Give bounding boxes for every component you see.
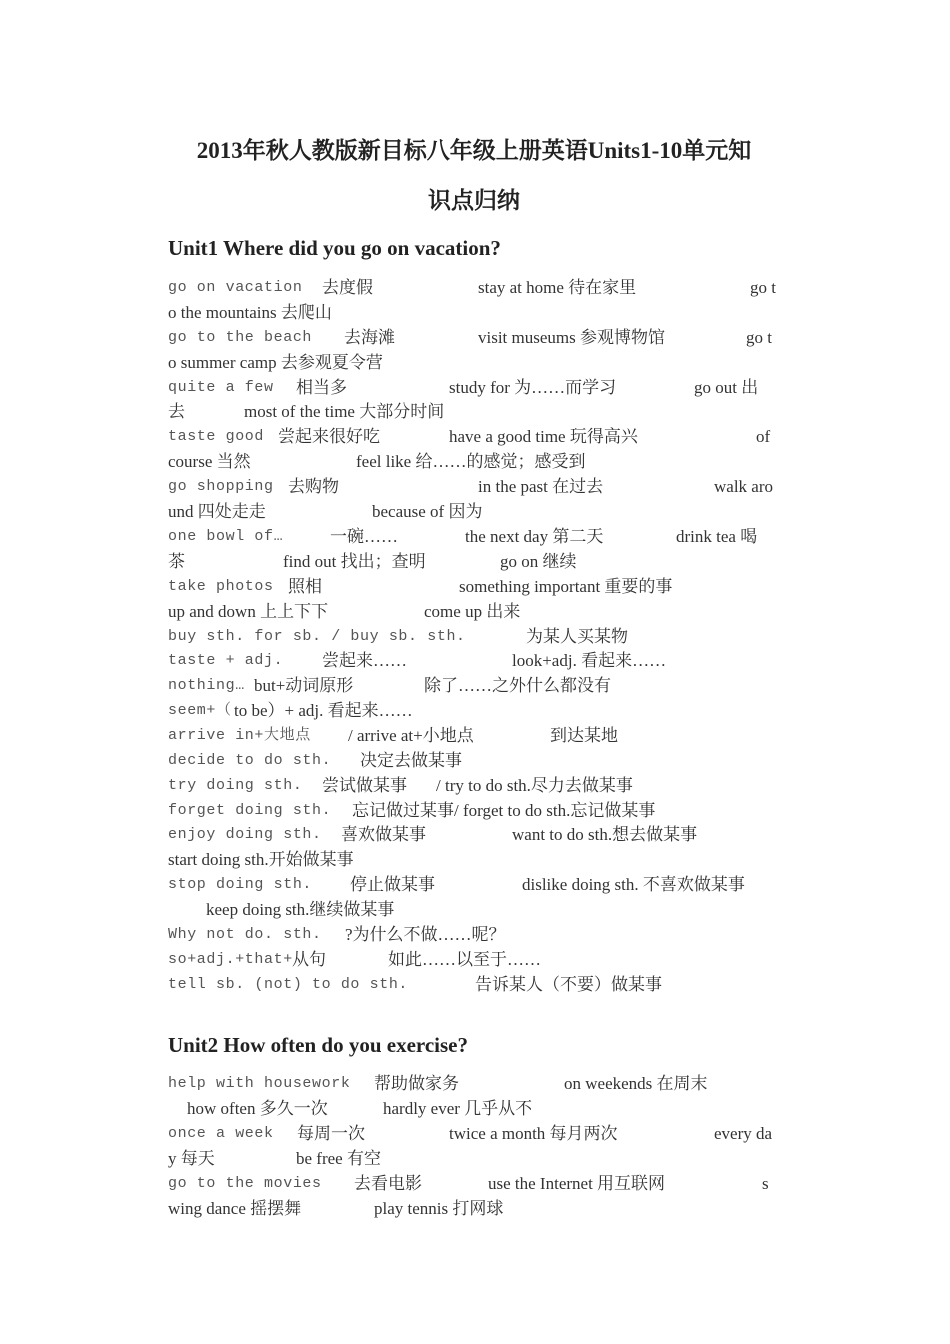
- vocab-entry: come up 出来: [424, 602, 521, 621]
- vocab-entry: start doing sth.开始做某事: [168, 850, 354, 869]
- vocab-term: taste + adj.: [168, 652, 284, 669]
- vocab-meaning: 除了……之外什么都没有: [424, 676, 611, 695]
- vocab-entry: go t: [750, 278, 776, 297]
- vocab-meaning: 尝起来……: [322, 651, 407, 670]
- vocab-meaning: 到达某地: [550, 726, 618, 745]
- vocab-entry: drink tea 喝: [676, 527, 758, 546]
- vocab-term: help with housework: [168, 1075, 351, 1092]
- vocab-entry: 去: [168, 402, 185, 421]
- vocab-term: Why not do. sth.: [168, 926, 322, 943]
- vocab-entry: have a good time 玩得高兴: [449, 427, 638, 446]
- vocab-entry: stay at home 待在家里: [478, 278, 637, 297]
- vocab-meaning: 尝试做某事: [322, 776, 407, 795]
- vocab-entry: twice a month 每月两次: [449, 1124, 618, 1143]
- vocab-entry: feel like 给……的感觉；感受到: [356, 452, 586, 471]
- vocab-line: [0, 275, 950, 300]
- vocab-line: [0, 1171, 950, 1196]
- vocab-entry: look+adj. 看起来……: [512, 651, 667, 670]
- vocab-meaning: 喜欢做某事: [341, 825, 426, 844]
- vocab-line: [0, 1096, 950, 1121]
- unit2-heading: Unit2 How often do you exercise?: [168, 1033, 468, 1057]
- vocab-entry: o summer camp 去参观夏令营: [168, 353, 383, 372]
- vocab-term: so+adj.+that+: [168, 951, 293, 968]
- vocab-line: [0, 972, 950, 997]
- vocab-term: buy sth. for sb. / buy sb. sth.: [168, 628, 466, 645]
- vocab-line: [0, 897, 950, 922]
- vocab-term: enjoy doing sth.: [168, 826, 322, 843]
- vocab-entry: play tennis 打网球: [374, 1199, 504, 1218]
- vocab-term: seem+（: [168, 702, 232, 719]
- vocab-entry: keep doing sth.继续做某事: [206, 900, 395, 919]
- vocab-meaning: 告诉某人（不要）做某事: [475, 975, 662, 994]
- vocab-entry: the next day 第二天: [465, 527, 604, 546]
- vocab-entry: visit museums 参观博物馆: [478, 328, 666, 347]
- vocab-meaning: 一碗……: [330, 527, 398, 546]
- vocab-entry: study for 为……而学习: [449, 378, 617, 397]
- vocab-meaning: ?为什么不做……呢？: [345, 925, 506, 944]
- vocab-entry: because of 因为: [372, 502, 483, 521]
- vocab-entry: o the mountains 去爬山: [168, 303, 332, 322]
- vocab-line: [0, 1196, 950, 1221]
- vocab-line: [0, 922, 950, 947]
- vocab-meaning: 去购物: [288, 477, 339, 496]
- vocab-meaning: 去海滩: [344, 328, 395, 347]
- vocab-meaning: 每周一次: [297, 1124, 365, 1143]
- vocab-entry: 从句: [292, 950, 326, 969]
- vocab-line: [0, 599, 950, 624]
- vocab-line: [0, 1071, 950, 1096]
- vocab-term: go shopping: [168, 478, 274, 495]
- vocab-meaning: 停止做某事: [350, 875, 435, 894]
- vocab-entry: und 四处走走: [168, 502, 266, 521]
- vocab-meaning: 为某人买某物: [526, 627, 628, 646]
- vocab-entry: dislike doing sth. 不喜欢做某事: [522, 875, 745, 894]
- vocab-term: decide to do sth.: [168, 752, 332, 769]
- vocab-meaning: 尝起来很好吃: [278, 427, 380, 446]
- vocab-term: stop doing sth.: [168, 876, 313, 893]
- vocab-entry: find out 找出；查明: [283, 552, 426, 571]
- vocab-line: [0, 549, 950, 574]
- vocab-line: [0, 723, 950, 748]
- vocab-entry: be free 有空: [296, 1149, 381, 1168]
- vocab-line: [0, 524, 950, 549]
- unit1-heading: Unit1 Where did you go on vacation?: [168, 236, 501, 260]
- vocab-entry: to be）+ adj. 看起来……: [234, 701, 413, 720]
- vocab-term: go on vacation: [168, 279, 303, 296]
- vocab-line: [0, 698, 950, 723]
- vocab-line: [0, 673, 950, 698]
- vocab-entry: course 当然: [168, 452, 251, 471]
- vocab-entry: something important 重要的事: [459, 577, 673, 596]
- vocab-term: once a week: [168, 1125, 274, 1142]
- vocab-meaning: 去看电影: [354, 1174, 422, 1193]
- vocab-entry: every da: [714, 1124, 773, 1143]
- vocab-line: [0, 1146, 950, 1171]
- vocab-meaning: 忘记做过某事/ forget to do sth.忘记做某事: [352, 801, 656, 820]
- vocab-term: one bowl of…: [168, 528, 284, 545]
- vocab-entry: go on 继续: [500, 552, 577, 571]
- vocab-meaning: 相当多: [296, 378, 347, 397]
- vocab-entry: of: [756, 427, 771, 446]
- vocab-meaning: 决定去做某事: [360, 751, 462, 770]
- vocab-meaning: 照相: [288, 577, 322, 596]
- vocab-term: taste good: [168, 428, 265, 445]
- vocab-entry: want to do sth.想去做某事: [512, 825, 698, 844]
- vocab-line: [0, 399, 950, 424]
- vocab-line: [0, 872, 950, 897]
- vocab-term: try doing sth.: [168, 777, 303, 794]
- vocab-entry: 茶: [168, 552, 185, 571]
- vocab-meaning: 去度假: [322, 278, 373, 297]
- vocab-term: go to the beach: [168, 329, 313, 346]
- document-title-line-2: 识点归纳: [428, 188, 520, 213]
- vocab-line: [0, 424, 950, 449]
- vocab-line: [0, 350, 950, 375]
- vocab-line: [0, 325, 950, 350]
- vocab-term: take photos: [168, 578, 274, 595]
- vocab-entry: go out 出: [694, 378, 759, 397]
- vocab-entry: y 每天: [168, 1149, 215, 1168]
- vocab-entry: up and down 上上下下: [168, 602, 329, 621]
- vocab-line: [0, 499, 950, 524]
- vocab-entry: / try to do sth.尽力去做某事: [436, 776, 633, 795]
- vocab-line: [0, 574, 950, 599]
- vocab-line: [0, 822, 950, 847]
- vocab-entry: on weekends 在周末: [564, 1074, 708, 1093]
- vocab-entry: s: [762, 1174, 769, 1193]
- vocab-term: go to the movies: [168, 1175, 322, 1192]
- vocab-line: [0, 300, 950, 325]
- vocab-entry: in the past 在过去: [478, 477, 604, 496]
- vocab-line: [0, 748, 950, 773]
- vocab-line: [0, 648, 950, 673]
- vocab-line: [0, 773, 950, 798]
- vocab-line: [0, 375, 950, 400]
- vocab-entry: wing dance 摇摆舞: [168, 1199, 302, 1218]
- vocab-entry: use the Internet 用互联网: [488, 1174, 666, 1193]
- vocab-entry: most of the time 大部分时间: [244, 402, 445, 421]
- vocab-line: [0, 474, 950, 499]
- vocab-line: [0, 624, 950, 649]
- vocab-entry: how often 多久一次: [187, 1099, 328, 1118]
- vocab-entry: walk aro: [714, 477, 774, 496]
- vocab-entry: go t: [746, 328, 772, 347]
- vocab-meaning: 帮助做家务: [374, 1074, 459, 1093]
- vocab-term: nothing…: [168, 677, 245, 694]
- vocab-line: [0, 1121, 950, 1146]
- vocab-term: arrive in+大地点: [168, 727, 311, 744]
- vocab-term: quite a few: [168, 379, 274, 396]
- vocab-line: [0, 947, 950, 972]
- vocab-entry: but+动词原形: [254, 676, 354, 695]
- vocab-line: [0, 449, 950, 474]
- vocab-term: tell sb. (not) to do sth.: [168, 976, 409, 993]
- vocab-entry: / arrive at+小地点: [348, 726, 474, 745]
- document-title-line-1: 2013年秋人教版新目标八年级上册英语Units1-10单元知: [196, 138, 752, 163]
- vocab-line: [0, 847, 950, 872]
- vocab-line: [0, 798, 950, 823]
- vocab-entry: hardly ever 几乎从不: [383, 1099, 533, 1118]
- vocab-meaning: 如此……以至于……: [388, 950, 541, 969]
- vocab-term: forget doing sth.: [168, 802, 332, 819]
